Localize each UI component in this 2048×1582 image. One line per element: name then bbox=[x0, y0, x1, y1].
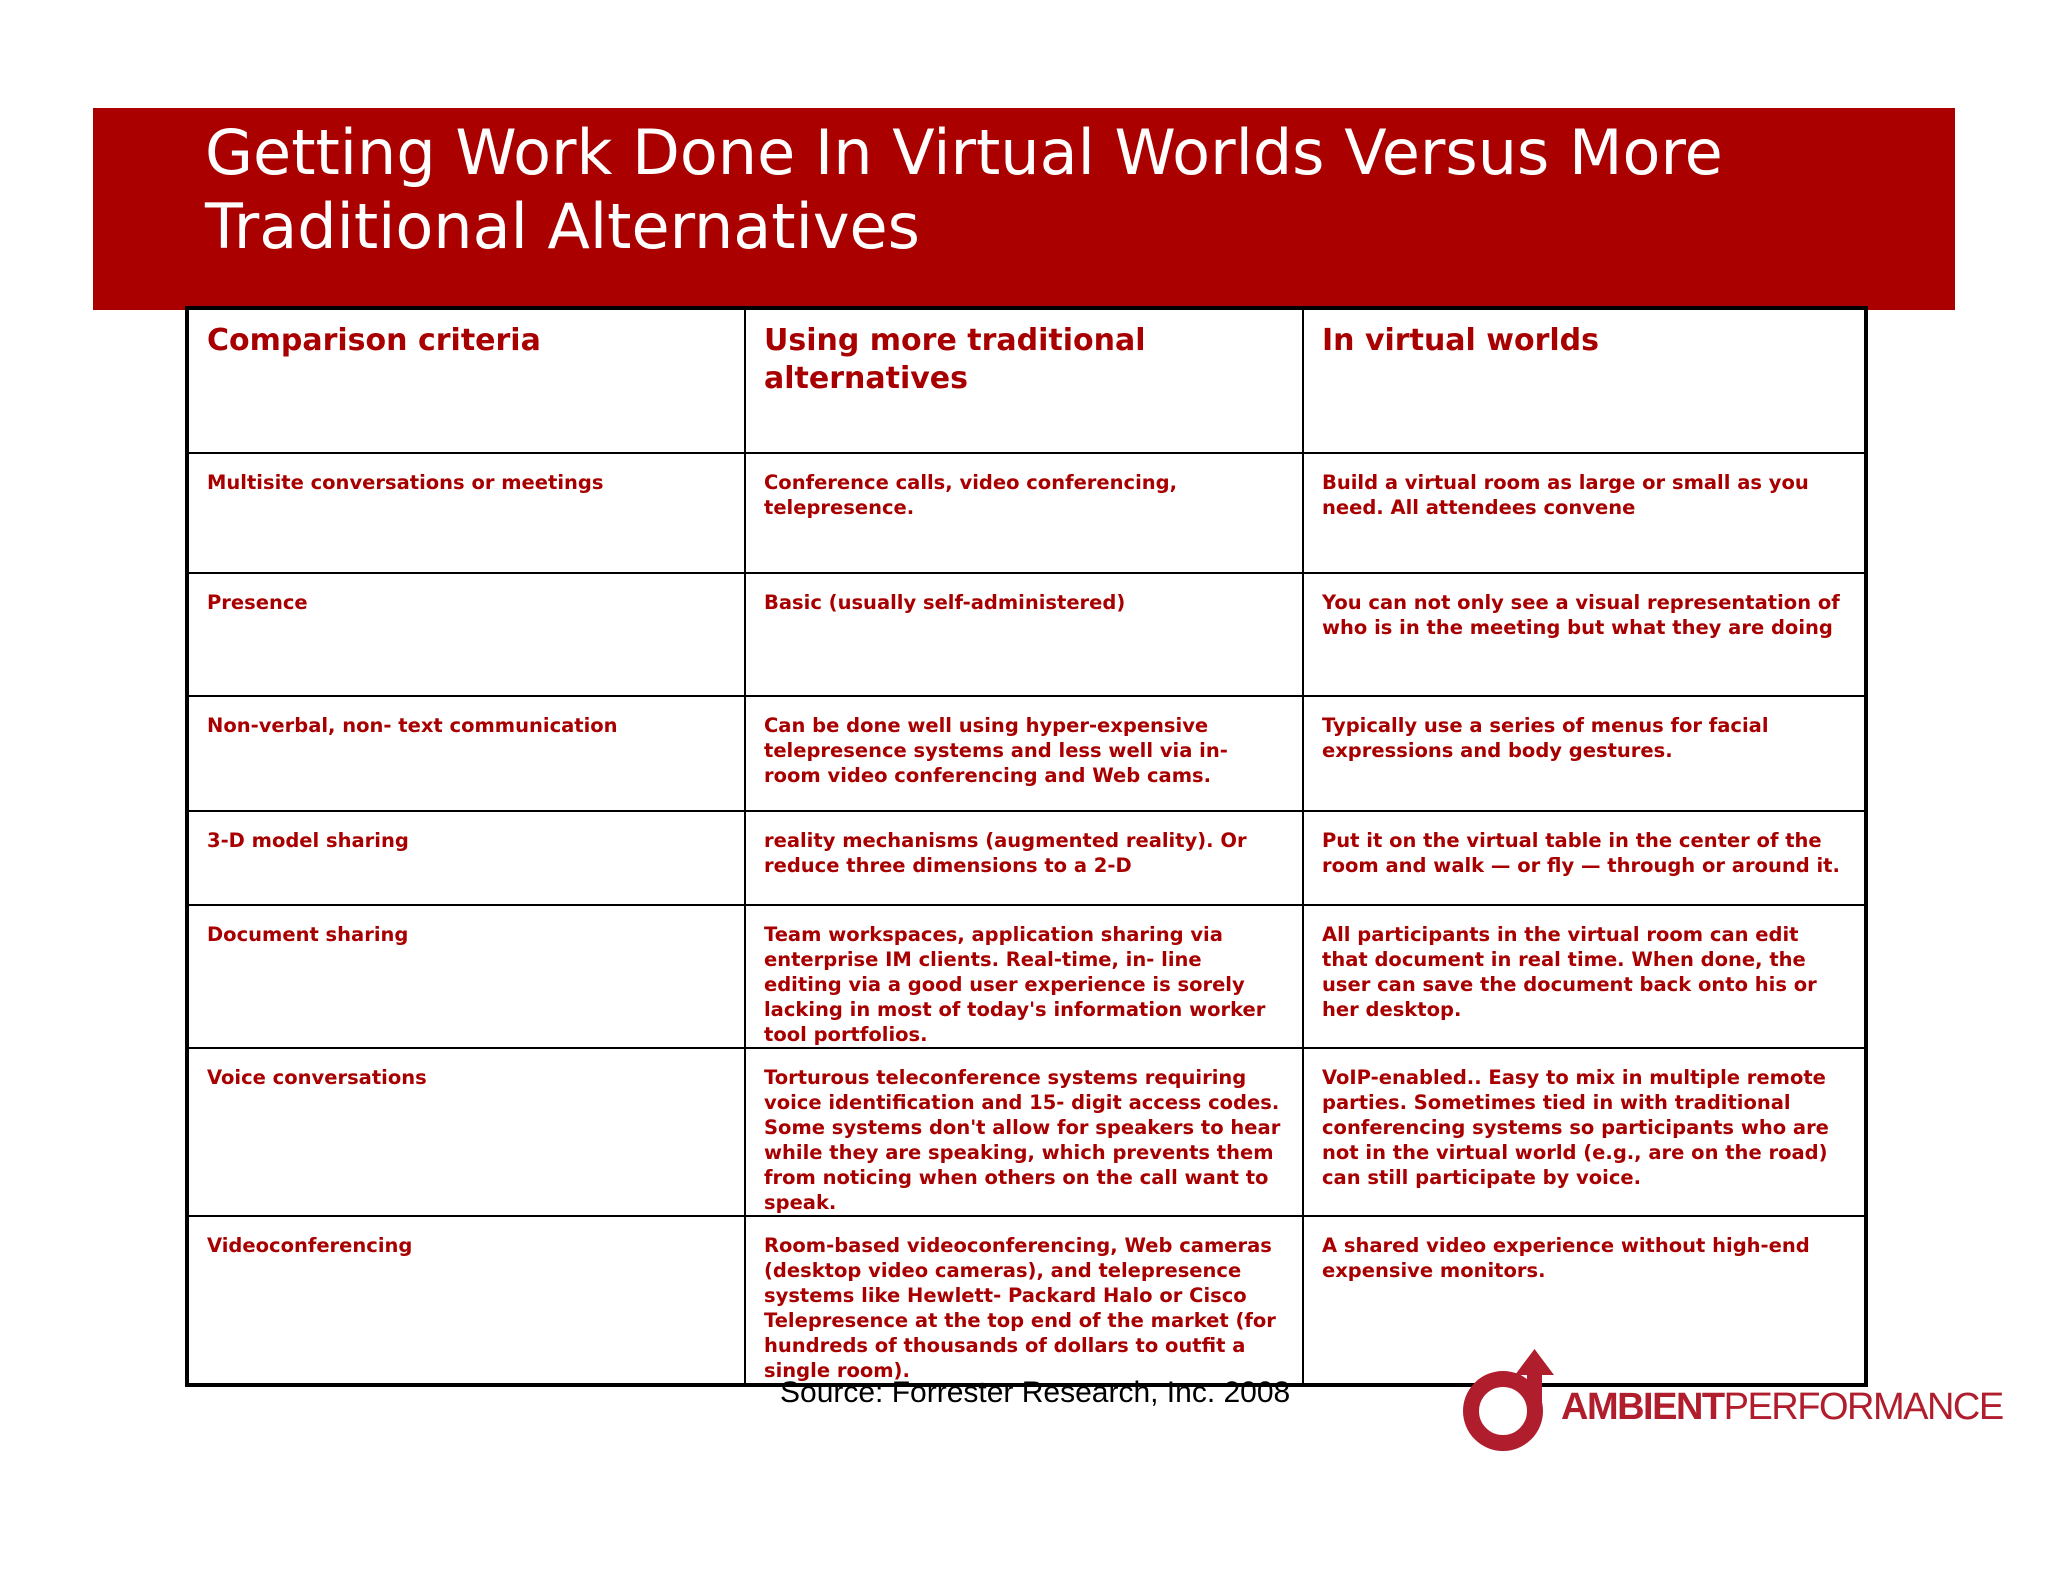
table-row bbox=[187, 1048, 1866, 1216]
table-row bbox=[187, 453, 1866, 573]
traditional-cell: reality mechanisms (augmented reality). Or reduce three dimensions to a 2-D bbox=[745, 811, 1303, 905]
virtual-cell: Build a virtual room as large or small as you need. All attendees convene bbox=[1303, 453, 1866, 573]
table-row bbox=[187, 696, 1866, 811]
virtual-cell: All participants in the virtual room can edit that document in real time. When done, the user can save the document back onto his or her desktop. bbox=[1303, 905, 1866, 1048]
logo-word-ambient: AMBIENT bbox=[1561, 1386, 1724, 1428]
table-row bbox=[187, 811, 1866, 905]
traditional-cell: Can be done well using hyper-expensive telepresence systems and less well via in-room video conferencing and Web cams. bbox=[745, 696, 1303, 811]
criteria-cell: Multisite conversations or meetings bbox=[187, 453, 745, 573]
criteria-cell: Voice conversations bbox=[187, 1048, 745, 1216]
virtual-cell: Put it on the virtual table in the center of the room and walk — or fly — through or around it. bbox=[1303, 811, 1866, 905]
virtual-cell: You can not only see a visual representation of who is in the meeting but what they are doing bbox=[1303, 573, 1866, 696]
virtual-cell: A shared video experience without high-end expensive monitors. bbox=[1303, 1216, 1866, 1385]
ambient-performance-logo-icon bbox=[1455, 1345, 1575, 1465]
criteria-cell: Document sharing bbox=[187, 905, 745, 1048]
virtual-cell: Typically use a series of menus for facial expressions and body gestures. bbox=[1303, 696, 1866, 811]
header-traditional-alternatives: Using more traditional alternatives bbox=[745, 308, 1303, 453]
table-row bbox=[187, 573, 1866, 696]
traditional-cell: Team workspaces, application sharing via enterprise IM clients. Real-time, in- line editing via a good user experience is sorely lacking in most of today's information worker tool portfolios. bbox=[745, 905, 1303, 1048]
table-header-row bbox=[187, 308, 1866, 453]
criteria-cell: 3-D model sharing bbox=[187, 811, 745, 905]
traditional-cell: Conference calls, video conferencing, telepresence. bbox=[745, 453, 1303, 573]
header-comparison-criteria: Comparison criteria bbox=[187, 308, 745, 453]
virtual-cell: VoIP-enabled.. Easy to mix in multiple remote parties. Sometimes tied in with traditional conferencing systems so participants who are not in the virtual world (e.g., are on the road) can still participate by voice. bbox=[1303, 1048, 1866, 1216]
slide-title: Getting Work Done In Virtual Worlds Versus More Traditional Alternatives bbox=[205, 116, 1723, 263]
logo-word-performance: PERFORMANCE bbox=[1723, 1386, 2003, 1428]
criteria-cell: Non-verbal, non- text communication bbox=[187, 696, 745, 811]
header-virtual-worlds: In virtual worlds bbox=[1303, 308, 1866, 453]
criteria-cell: Presence bbox=[187, 573, 745, 696]
logo-wordmark bbox=[1561, 1387, 2003, 1427]
comparison-table bbox=[185, 306, 1868, 1387]
source-citation: Source: Forrester Research, Inc. 2008 bbox=[780, 1376, 1291, 1409]
company-logo bbox=[1455, 1345, 2003, 1465]
table-row bbox=[187, 905, 1866, 1048]
traditional-cell: Torturous teleconference systems requiring voice identification and 15- digit access codes. Some systems don't allow for speakers to hear while they are speaking, which prevents them from noticing when others on the call want to speak. bbox=[745, 1048, 1303, 1216]
criteria-cell: Videoconferencing bbox=[187, 1216, 745, 1385]
title-banner bbox=[93, 108, 1955, 310]
traditional-cell: Basic (usually self-administered) bbox=[745, 573, 1303, 696]
traditional-cell: Room-based videoconferencing, Web cameras (desktop video cameras), and telepresence systems like Hewlett- Packard Halo or Cisco Telepresence at the top end of the market (for hundreds of thousands of dollars to outfit a single room). bbox=[745, 1216, 1303, 1385]
